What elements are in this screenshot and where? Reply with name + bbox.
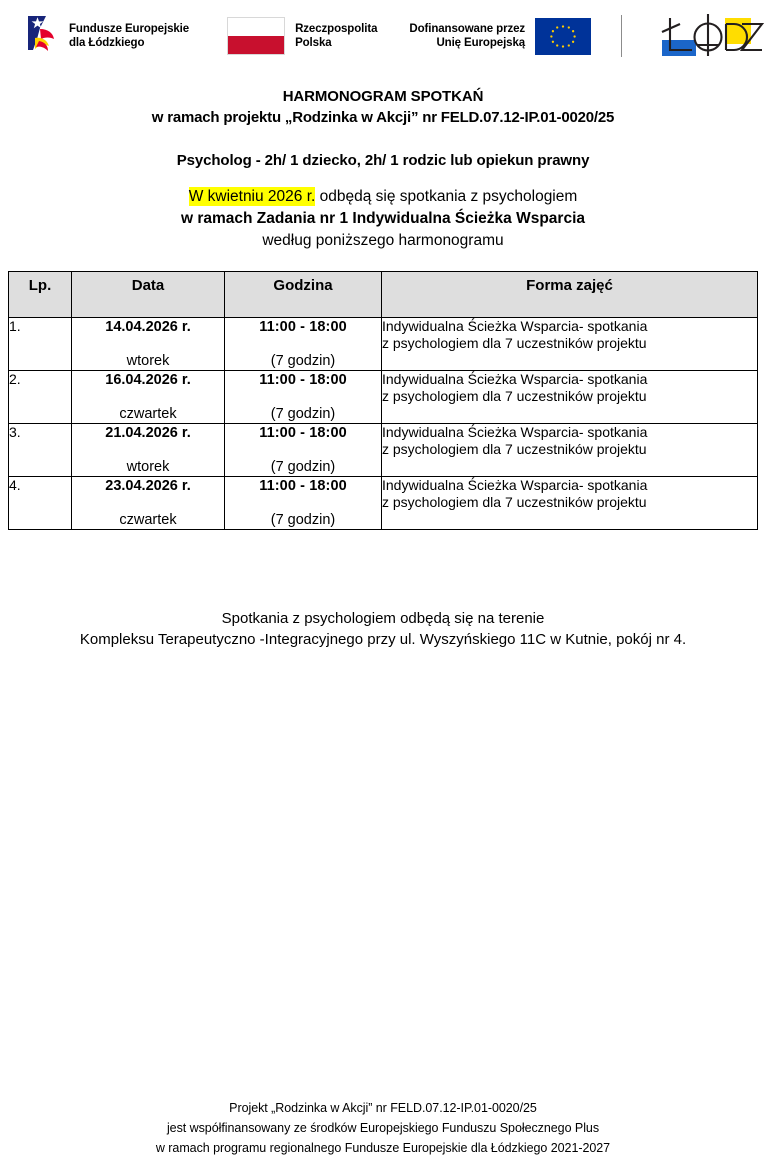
eu-funds-label-line1: Fundusze Europejskie (69, 23, 190, 35)
cell-time-range: 11:00 - 18:00 (259, 478, 347, 494)
location-line-1: Spotkania z psychologiem odbędą się na terenie (221, 610, 545, 627)
lodzkie-logo-icon (658, 10, 766, 62)
footer-line-1: Projekt „Rodzinka w Akcji” nr FELD.07.12-IP.01-0020/25 (229, 1101, 537, 1115)
cell-time-duration: (7 godzin) (270, 406, 336, 422)
poland-flag-icon (227, 17, 285, 55)
cell-date-weekday: czwartek (119, 512, 177, 528)
intro-line-2: w ramach Zadania nr 1 Indywidualna Ścieżka Wsparcia (180, 210, 585, 227)
location-note (0, 608, 766, 650)
table-row (9, 424, 758, 477)
page-title: HARMONOGRAM SPOTKAŃ (282, 88, 484, 105)
schedule-table-body (9, 318, 758, 530)
project-subtitle: w ramach projektu „Rodzinka w Akcji” nr FELD.07.12-IP.01-0020/25 (151, 109, 615, 126)
column-header-data: Data (72, 272, 225, 318)
eu-cofunded-label-line1: Dofinansowane przez (409, 23, 526, 35)
cell-date (72, 371, 225, 424)
table-row (9, 371, 758, 424)
cell-form (382, 318, 758, 371)
poland-flag-white-band (228, 18, 284, 36)
cell-date-weekday: wtorek (126, 353, 170, 369)
column-header-godzina: Godzina (225, 272, 382, 318)
table-row (9, 477, 758, 530)
cell-lp: 3. (9, 424, 72, 477)
cell-date (72, 318, 225, 371)
column-header-lp: Lp. (9, 272, 72, 318)
intro-block (0, 186, 766, 252)
header-divider (621, 15, 622, 57)
cell-form-line1: Indywidualna Ścieżka Wsparcia- spotkania (382, 477, 648, 493)
cell-time-duration: (7 godzin) (270, 459, 336, 475)
eu-flag-icon (535, 18, 591, 55)
cell-date-value: 21.04.2026 r. (105, 425, 191, 441)
cell-form-line2: z psychologiem dla 7 uczestników projektu (382, 441, 647, 457)
intro-line-1 (0, 186, 766, 208)
table-row (9, 318, 758, 371)
cell-time-duration: (7 godzin) (270, 353, 336, 369)
poland-flag-red-band (228, 36, 284, 54)
cell-form (382, 477, 758, 530)
cell-date (72, 477, 225, 530)
cell-form-line2: z psychologiem dla 7 uczestników projektu (382, 388, 647, 404)
intro-line-3: według poniższego harmonogramu (262, 232, 504, 249)
cell-date (72, 424, 225, 477)
table-header-row (9, 272, 758, 318)
cell-form-line1: Indywidualna Ścieżka Wsparcia- spotkania (382, 318, 648, 334)
cell-time-duration: (7 godzin) (270, 512, 336, 528)
cell-form-line1: Indywidualna Ścieżka Wsparcia- spotkania (382, 424, 648, 440)
cell-date-value: 16.04.2026 r. (105, 372, 191, 388)
cell-form-line2: z psychologiem dla 7 uczestników projektu (382, 494, 647, 510)
eu-cofunded-logo (409, 18, 591, 55)
location-line-2: Kompleksu Terapeutyczno -Integracyjnego przy ul. Wyszyńskiego 11C w Kutnie, pokój nr 4. (79, 631, 687, 648)
service-description: Psycholog - 2h/ 1 dziecko, 2h/ 1 rodzic lub opiekun prawny (176, 152, 590, 169)
cell-time-range: 11:00 - 18:00 (259, 372, 347, 388)
poland-label-line1: Rzeczpospolita (295, 23, 378, 35)
cell-time (225, 477, 382, 530)
eu-funds-label-line2: dla Łódzkiego (69, 37, 145, 49)
cell-date-weekday: czwartek (119, 406, 177, 422)
month-highlight: W kwietniu 2026 r. (188, 188, 316, 205)
poland-logo (227, 17, 377, 55)
eu-cofunded-label (409, 22, 525, 50)
cell-form (382, 371, 758, 424)
poland-label-line2: Polska (295, 37, 332, 49)
intro-line-1-rest: odbędą się spotkania z psychologiem (315, 188, 578, 205)
footer-line-2: jest współfinansowany ze środków Europejskiego Funduszu Społecznego Plus (166, 1121, 600, 1135)
cell-time (225, 424, 382, 477)
cell-date-value: 14.04.2026 r. (105, 319, 191, 335)
cell-form-line2: z psychologiem dla 7 uczestników projektu (382, 335, 647, 351)
footer-funding-note (0, 1098, 766, 1158)
eu-funds-flag-star-icon (26, 14, 60, 58)
cell-lp: 4. (9, 477, 72, 530)
document-title-block (0, 86, 766, 171)
cell-form-line1: Indywidualna Ścieżka Wsparcia- spotkania (382, 371, 648, 387)
cell-lp: 1. (9, 318, 72, 371)
eu-cofunded-label-line2: Unię Europejską (436, 37, 526, 49)
cell-time-range: 11:00 - 18:00 (259, 319, 347, 335)
cell-time (225, 371, 382, 424)
cell-date-value: 23.04.2026 r. (105, 478, 191, 494)
cell-date-weekday: wtorek (126, 459, 170, 475)
cell-time (225, 318, 382, 371)
poland-label (295, 22, 377, 50)
cell-form (382, 424, 758, 477)
cell-time-range: 11:00 - 18:00 (259, 425, 347, 441)
schedule-table-head (9, 272, 758, 318)
eu-funds-label (69, 22, 189, 50)
header-logo-strip (0, 0, 766, 72)
footer-line-3: w ramach programu regionalnego Fundusze Europejskie dla Łódzkiego 2021-2027 (155, 1141, 611, 1155)
cell-lp: 2. (9, 371, 72, 424)
eu-funds-logo (26, 14, 189, 58)
schedule-table (8, 271, 758, 530)
column-header-forma: Forma zajęć (382, 272, 758, 318)
